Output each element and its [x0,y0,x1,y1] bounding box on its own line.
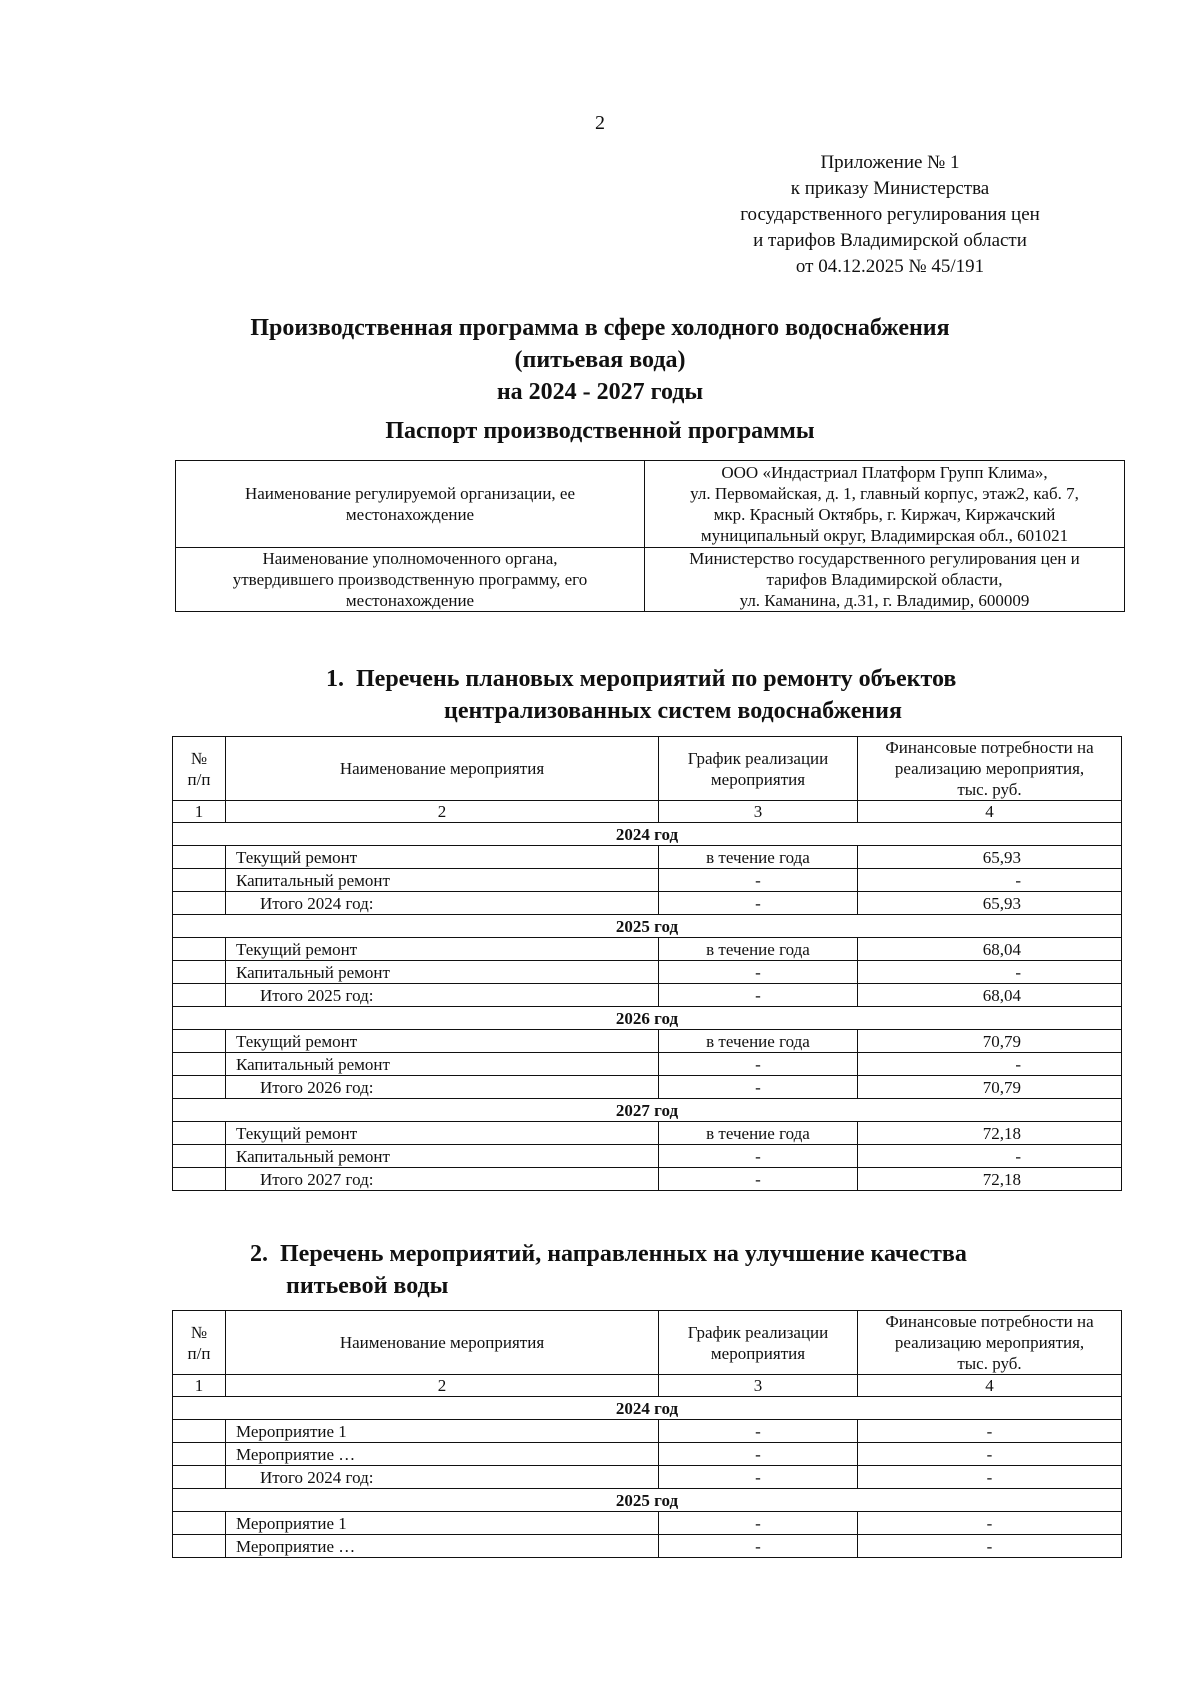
event-cost: - [858,1145,1122,1168]
section-number: 1. [326,666,344,692]
quality-events-table [172,1310,1122,1558]
row-number [173,1466,226,1489]
section-title-line: питьевой воды [286,1273,449,1299]
cell-line: ул. Первомайская, д. 1, главный корпус, этаж2, каб. 7, [690,484,1079,503]
appendix-line: государственного регулирования цен [740,204,1040,225]
table-row [173,1420,1122,1443]
header-line: реализацию мероприятия, [894,759,1085,778]
event-schedule: - [659,961,858,984]
column-number: 4 [858,801,1122,823]
header-line: График реализации [687,748,829,768]
section1-title [326,663,1086,727]
table-row [173,1122,1122,1145]
event-name: Текущий ремонт [226,938,659,961]
table-row [173,846,1122,869]
event-schedule: - [659,984,858,1007]
header-line: тыс. руб. [957,1354,1022,1373]
column-number: 2 [226,801,659,823]
passport-value-cell [645,548,1125,612]
total-label: Итого 2024 год: [226,1466,659,1489]
header-line: реализацию мероприятия, [894,1333,1085,1352]
event-name: Мероприятие 1 [226,1420,659,1443]
cell-line: тарифов Владимирской области, [766,570,1003,589]
column-number: 1 [173,801,226,823]
document-title [150,312,1050,408]
header-line: мероприятия [710,1343,806,1363]
event-schedule: в течение года [659,938,858,961]
cell-line: местонахождение [345,505,475,524]
header-line: п/п [187,1343,211,1363]
header-line: № [190,1322,208,1342]
year-label: 2024 год [173,1397,1122,1420]
event-schedule: - [659,1145,858,1168]
row-number [173,1420,226,1443]
column-number-row [173,801,1122,823]
event-schedule: - [659,1466,858,1489]
total-cost: 65,93 [858,892,1122,915]
table-header-row [173,737,1122,801]
year-row [173,1397,1122,1420]
section2-title [250,1238,1110,1302]
header-line: мероприятия [710,769,806,789]
header-line: п/п [187,769,211,789]
cell-line: утвердившего производственную программу, его [232,570,588,589]
table-row [173,1053,1122,1076]
section-title-line: Перечень плановых мероприятий по ремонту объектов [356,666,957,692]
event-name: Текущий ремонт [226,1122,659,1145]
event-cost: 70,79 [858,1030,1122,1053]
header-line: № [190,748,208,768]
year-row [173,1099,1122,1122]
column-number: 1 [173,1375,226,1397]
passport-row [176,461,1125,548]
table-row [173,869,1122,892]
event-schedule: - [659,1535,858,1558]
section-title-line: Перечень мероприятий, направленных на улучшение качества [280,1241,967,1267]
column-number: 3 [659,801,858,823]
row-number [173,1535,226,1558]
passport-row [176,548,1125,612]
total-label: Итого 2027 год: [226,1168,659,1191]
year-label: 2027 год [173,1099,1122,1122]
table-row [173,961,1122,984]
event-name: Капитальный ремонт [226,961,659,984]
header-cell-schedule [659,737,858,801]
event-name: Капитальный ремонт [226,1053,659,1076]
row-number [173,1122,226,1145]
event-cost: - [858,1420,1122,1443]
row-number [173,1512,226,1535]
title-line: Производственная программа в сфере холодного водоснабжения [250,315,950,341]
repair-events-table [172,736,1122,1191]
year-label: 2024 год [173,823,1122,846]
table-row [173,1535,1122,1558]
total-cost: - [858,1466,1122,1489]
event-schedule: - [659,869,858,892]
event-schedule: - [659,1076,858,1099]
event-name: Мероприятие … [226,1535,659,1558]
row-number [173,1145,226,1168]
total-row [173,892,1122,915]
cell-line: Наименование уполномоченного органа, [262,549,558,568]
cell-line: мкр. Красный Октябрь, г. Киржач, Киржачский [713,505,1056,524]
event-schedule: в течение года [659,1122,858,1145]
event-cost: - [858,1443,1122,1466]
cell-line: муниципальный округ, Владимирская обл., 601021 [700,526,1069,545]
row-number [173,1030,226,1053]
header-cell-name: Наименование мероприятия [226,1311,659,1375]
table-row [173,938,1122,961]
total-label: Итого 2024 год: [226,892,659,915]
passport-value-cell [645,461,1125,548]
event-cost: - [858,1053,1122,1076]
passport-title: Паспорт производственной программы [385,418,815,444]
year-label: 2025 год [173,1489,1122,1512]
event-cost: 72,18 [858,1122,1122,1145]
appendix-line: Приложение № 1 [820,152,960,173]
passport-label-cell [176,548,645,612]
event-name: Текущий ремонт [226,846,659,869]
title-line: (питьевая вода) [514,347,686,373]
year-label: 2025 год [173,915,1122,938]
header-line: Финансовые потребности на [885,738,1094,757]
appendix-line: к приказу Министерства [790,178,990,199]
year-label: 2026 год [173,1007,1122,1030]
section-number: 2. [250,1241,268,1267]
event-name: Капитальный ремонт [226,1145,659,1168]
total-cost: 72,18 [858,1168,1122,1191]
table-row [173,1145,1122,1168]
header-line: Финансовые потребности на [885,1312,1094,1331]
row-number [173,1443,226,1466]
total-row [173,984,1122,1007]
total-cost: 70,79 [858,1076,1122,1099]
year-row [173,1007,1122,1030]
event-schedule: - [659,1443,858,1466]
appendix-block [720,150,1060,280]
total-row [173,1466,1122,1489]
event-schedule: в течение года [659,846,858,869]
event-schedule: - [659,1168,858,1191]
header-cell-name: Наименование мероприятия [226,737,659,801]
column-number: 3 [659,1375,858,1397]
table-row [173,1512,1122,1535]
header-cell-cost [858,737,1122,801]
header-cell-number [173,1311,226,1375]
header-line: тыс. руб. [957,780,1022,799]
event-schedule: - [659,1420,858,1443]
passport-table [175,460,1125,612]
appendix-line: от 04.12.2025 № 45/191 [795,256,985,277]
column-number: 2 [226,1375,659,1397]
row-number [173,869,226,892]
header-cell-cost [858,1311,1122,1375]
total-label: Итого 2025 год: [226,984,659,1007]
total-cost: 68,04 [858,984,1122,1007]
event-cost: 65,93 [858,846,1122,869]
event-name: Мероприятие … [226,1443,659,1466]
event-cost: 68,04 [858,938,1122,961]
cell-line: Министерство государственного регулирования цен и [689,549,1080,568]
cell-line: ООО «Индастриал Платформ Групп Клима», [721,463,1048,482]
event-cost: - [858,869,1122,892]
header-cell-schedule [659,1311,858,1375]
event-cost: - [858,961,1122,984]
title-line: на 2024 - 2027 годы [496,379,704,405]
year-row [173,823,1122,846]
cell-line: местонахождение [345,591,475,610]
appendix-line: и тарифов Владимирской области [753,230,1027,251]
row-number [173,1076,226,1099]
table-row [173,1030,1122,1053]
header-cell-number [173,737,226,801]
page-number: 2 [595,112,605,134]
row-number [173,1168,226,1191]
event-schedule: - [659,1512,858,1535]
event-name: Текущий ремонт [226,1030,659,1053]
cell-line: ул. Каманина, д.31, г. Владимир, 600009 [739,591,1030,610]
cell-line: Наименование регулируемой организации, ее [244,484,576,503]
event-name: Мероприятие 1 [226,1512,659,1535]
year-row [173,915,1122,938]
event-schedule: - [659,1053,858,1076]
total-label: Итого 2026 год: [226,1076,659,1099]
passport-label-cell [176,461,645,548]
total-row [173,1168,1122,1191]
table-header-row [173,1311,1122,1375]
row-number [173,846,226,869]
row-number [173,892,226,915]
section-title-line: централизованных систем водоснабжения [444,698,902,724]
column-number-row [173,1375,1122,1397]
row-number [173,1053,226,1076]
total-row [173,1076,1122,1099]
header-line: График реализации [687,1322,829,1342]
column-number: 4 [858,1375,1122,1397]
event-cost: - [858,1512,1122,1535]
row-number [173,961,226,984]
row-number [173,984,226,1007]
event-name: Капитальный ремонт [226,869,659,892]
table-row [173,1443,1122,1466]
event-schedule: - [659,892,858,915]
year-row [173,1489,1122,1512]
event-schedule: в течение года [659,1030,858,1053]
row-number [173,938,226,961]
event-cost: - [858,1535,1122,1558]
